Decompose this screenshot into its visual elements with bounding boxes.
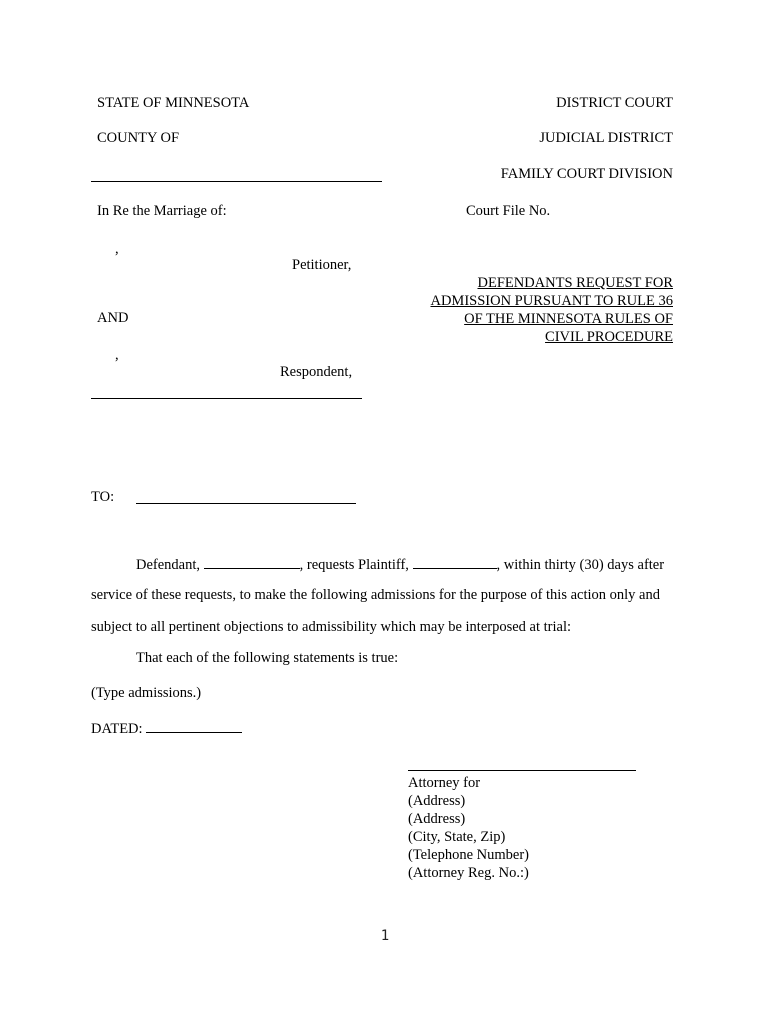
division-label: FAMILY COURT DIVISION (500, 166, 673, 182)
title-line: ADMISSION PURSUANT TO RULE 36 (430, 293, 673, 309)
defendant-name-blank (204, 556, 300, 569)
signature-line-text: (City, State, Zip) (408, 829, 506, 845)
defendant-text: Defendant, (136, 557, 201, 573)
state-label: STATE OF MINNESOTA (97, 95, 250, 111)
caption-top-rule (91, 181, 382, 182)
signature-line-text: (Attorney Reg. No.:) (408, 865, 529, 881)
dated-line (91, 720, 242, 738)
court-file-no-label: Court File No. (466, 203, 551, 219)
body-paragraph-line-3: subject to all pertinent objections to admissibility which may be interposed at trial: (91, 619, 572, 635)
title-line: DEFENDANTS REQUEST FOR (477, 275, 673, 291)
title-line: OF THE MINNESOTA RULES OF (464, 311, 673, 327)
body-paragraph-line-2: service of these requests, to make the following admissions for the purpose of this action only and (91, 587, 660, 603)
district-label: JUDICIAL DISTRICT (539, 130, 673, 146)
page-number: 1 (380, 928, 390, 944)
title-line: CIVIL PROCEDURE (545, 329, 673, 345)
date-blank (146, 720, 242, 733)
document-title (430, 274, 673, 346)
signature-line-text: Attorney for (408, 775, 481, 791)
to-label: TO: (91, 489, 115, 505)
caption-bottom-rule (91, 398, 362, 399)
respondent-name-comma: , (115, 347, 119, 363)
plaintiff-name-blank (413, 556, 497, 569)
court-label: DISTRICT COURT (556, 95, 673, 111)
to-blank (136, 503, 356, 504)
signature-line (408, 770, 636, 771)
petitioner-label: Petitioner, (292, 257, 352, 273)
signature-line-text: (Address) (408, 793, 466, 809)
signature-line-text: (Telephone Number) (408, 847, 529, 863)
and-label: AND (97, 310, 129, 326)
county-label: COUNTY OF (97, 130, 180, 146)
in-re-label: In Re the Marriage of: (97, 203, 227, 219)
body-paragraph-line-1 (136, 556, 664, 574)
type-admissions-line: (Type admissions.) (91, 685, 202, 701)
statements-true-line: That each of the following statements is true: (136, 650, 399, 666)
respondent-label: Respondent, (280, 364, 353, 380)
dated-label: DATED: (91, 721, 143, 737)
signature-block (408, 774, 529, 882)
petitioner-name-comma: , (115, 241, 119, 257)
within-text: , within thirty (30) days after (496, 557, 665, 573)
signature-line-text: (Address) (408, 811, 466, 827)
requests-text: , requests Plaintiff, (299, 557, 409, 573)
